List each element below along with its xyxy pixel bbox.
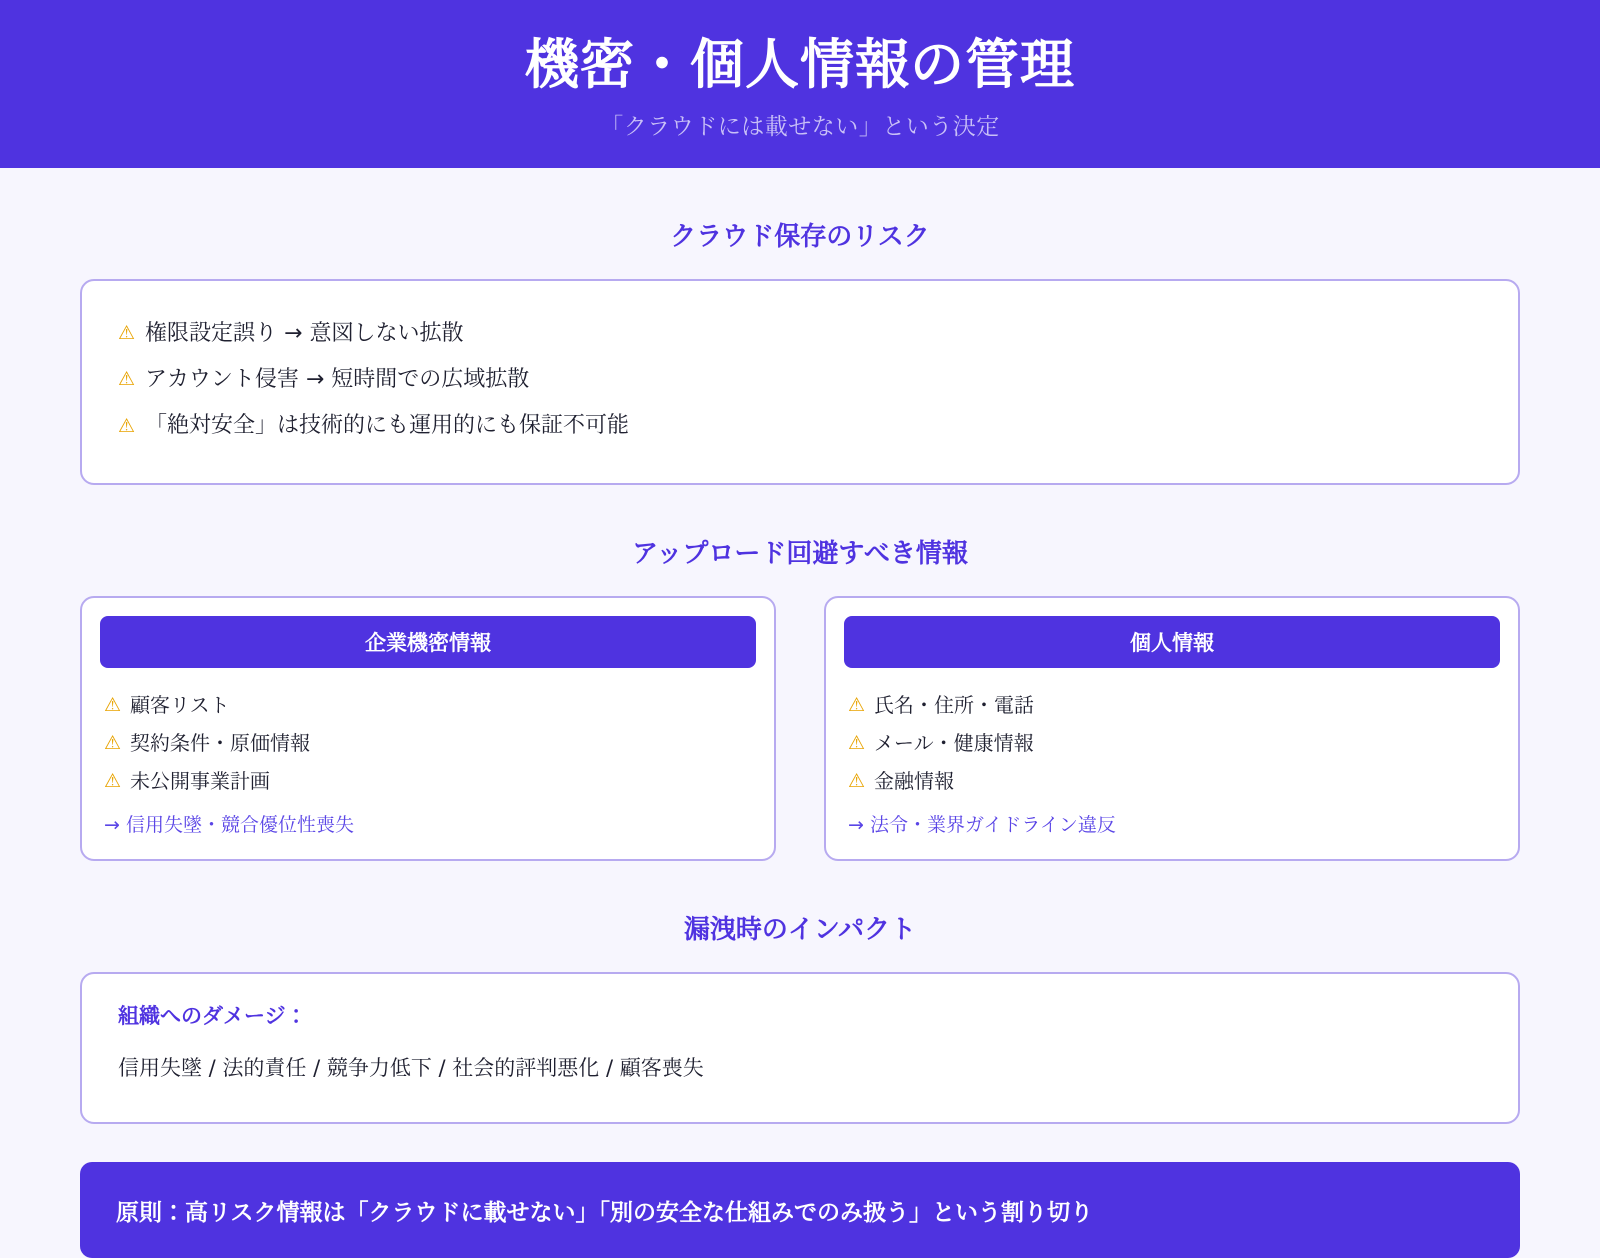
section-heading-avoid: アップロード回避すべき情報	[632, 539, 968, 570]
card-item-label: メール・健康情報	[874, 731, 1034, 756]
card-personal-information	[824, 596, 1520, 861]
card-item-label: 金融情報	[874, 769, 955, 794]
card-item	[844, 724, 1500, 762]
avoid-cards	[80, 596, 1520, 861]
card-corporate-secrets	[80, 596, 776, 861]
section-heading-impact: 漏洩時のインパクト	[683, 915, 917, 946]
warning-icon: ⚠	[104, 770, 122, 793]
card-item	[844, 686, 1500, 724]
card-item-label: 契約条件・原価情報	[130, 731, 311, 756]
card-item-label: 未公開事業計画	[130, 769, 271, 794]
warning-icon: ⚠	[118, 322, 136, 345]
warning-icon: ⚠	[848, 732, 866, 755]
risk-item-label: 「絶対安全」は技術的にも運用的にも保証不可能	[145, 413, 630, 439]
card-item-label: 顧客リスト	[130, 693, 230, 718]
warning-icon: ⚠	[848, 770, 866, 793]
warning-icon: ⚠	[848, 694, 866, 717]
impact-label: 組織へのダメージ：	[118, 1004, 307, 1029]
impact-text: 信用失墜 / 法的責任 / 競争力低下 / 社会的評判悪化 / 顧客喪失	[118, 1056, 704, 1081]
impact-panel	[80, 972, 1520, 1124]
warning-icon: ⚠	[118, 414, 136, 437]
risk-item-label: 権限設定誤り → 意図しない拡散	[145, 321, 464, 346]
risk-item	[118, 357, 1482, 403]
risk-item	[118, 311, 1482, 357]
card-item-label: 氏名・住所・電話	[874, 693, 1035, 718]
principle-banner: 原則：高リスク情報は「クラウドに載せない」「別の安全な仕組みでのみ扱う」という割り切り	[80, 1162, 1520, 1258]
page-subtitle: 「クラウドには載せない」という決定	[600, 114, 1000, 141]
section-heading-risk: クラウド保存のリスク	[670, 222, 930, 252]
card-item	[100, 686, 756, 724]
page-title: 機密・個人情報の管理	[525, 32, 1075, 96]
warning-icon: ⚠	[104, 732, 122, 755]
page-header	[0, 0, 1600, 168]
card-title: 企業機密情報	[100, 616, 756, 668]
card-title: 個人情報	[844, 616, 1500, 668]
card-item	[100, 762, 756, 800]
warning-icon: ⚠	[104, 694, 122, 717]
card-item	[844, 762, 1500, 800]
risk-item-label: アカウント侵害 → 短時間での広域拡散	[145, 367, 530, 393]
warning-icon: ⚠	[118, 368, 136, 391]
risk-panel	[80, 279, 1520, 485]
page-content	[0, 216, 1600, 1258]
card-consequence-note: → 法令・業界ガイドライン違反	[848, 814, 1116, 837]
risk-item	[118, 403, 1482, 449]
card-consequence-note: → 信用失墜・競合優位性喪失	[104, 814, 354, 837]
card-item	[100, 724, 756, 762]
